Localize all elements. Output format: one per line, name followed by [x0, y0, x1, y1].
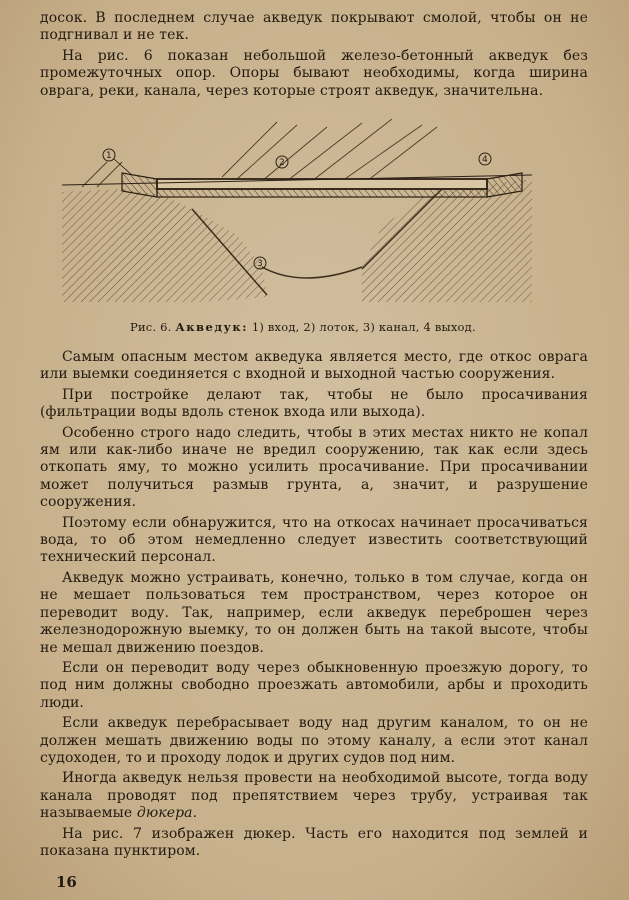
aqueduct-slab [157, 189, 487, 197]
paragraph: Акведук можно устраивать, конечно, только в том случае, когда он не мешает пользоваться тем пространством, через которое он переводит воду. Так, например, если акведук переброшен через железнодорожную выемку, то он должен быть на такой высоте, чтобы не мешал движению поездов. [40, 569, 588, 656]
paragraph: Особенно строго надо следить, чтобы в этих местах никто не копал ям или как-либо иначе не вредил сооружению, так как если здесь откопать яму, то можно усилить просачивание. При просачивании может получиться размыв грунта, а, значит, и разрушение сооружения. [40, 424, 588, 511]
paragraph-figure-7: На рис. 7 изображен дюкер. Часть его находится под землей и показана пунктиром. [40, 825, 588, 859]
ravine-bottom [262, 267, 362, 278]
caption-rest: 1) вход, 2) лоток, 3) канал, 4 выход. [251, 320, 476, 334]
paragraph: Если акведук перебрасывает воду над другим каналом, то он не должен мешать движению воды по этому каналу, а если этот канал судоходен, то и проходу лодок и других судов под ним. [40, 715, 588, 766]
main-text-block [40, 349, 588, 863]
aqueduct-trough [157, 179, 487, 189]
label-4: 4 [482, 155, 488, 165]
caption-word: Акведук: [175, 320, 248, 334]
page-number: 16 [56, 873, 77, 891]
paragraph: Поэтому если обнаружится, что на откосах начинает просачиваться вода, то об этом немедленно следует известить соответствующий технический персонал. [40, 514, 588, 566]
caption-prefix: Рис. 6. [130, 320, 172, 334]
figure-caption [130, 320, 476, 334]
label-3: 3 [257, 259, 263, 269]
top-text-block [40, 10, 588, 103]
paragraph: При постройке делают так, чтобы не было просачивания (фильтрации воды вдоль стенок входа или выхода). [40, 386, 588, 421]
paragraph: Если он переводит воду через обыкновенную проезжую дорогу, то под ним должны свободно проезжать автомобили, арбы и проходить люди. [40, 659, 588, 711]
left-embankment [62, 189, 267, 302]
label-2: 2 [279, 158, 285, 168]
paragraph-dukers [40, 770, 588, 822]
paragraph: Самым опасным местом акведука является место, где откос оврага или выемки соединяется с входной и выходной частью сооружения. [40, 349, 588, 383]
paragraph-figure-intro: На рис. 6 показан небольшой железо-бетонный акведук без промежуточных опор. Опоры бывают необходимы, когда ширина оврага, реки, канала, через которые строят акведук, значительна. [40, 47, 588, 99]
paragraph-continued: досок. В последнем случае акведук покрывают смолой, чтобы он не подгнивал и не тек. [40, 10, 588, 44]
dukers-term: дюкера. [136, 805, 198, 822]
dukers-text: Иногда акведук нельзя провести на необходимой высоте, тогда воду канала проводят под препятствием через трубу, устраивая так называемые [40, 770, 588, 822]
label-1: 1 [106, 151, 112, 161]
aqueduct-illustration [62, 117, 532, 307]
